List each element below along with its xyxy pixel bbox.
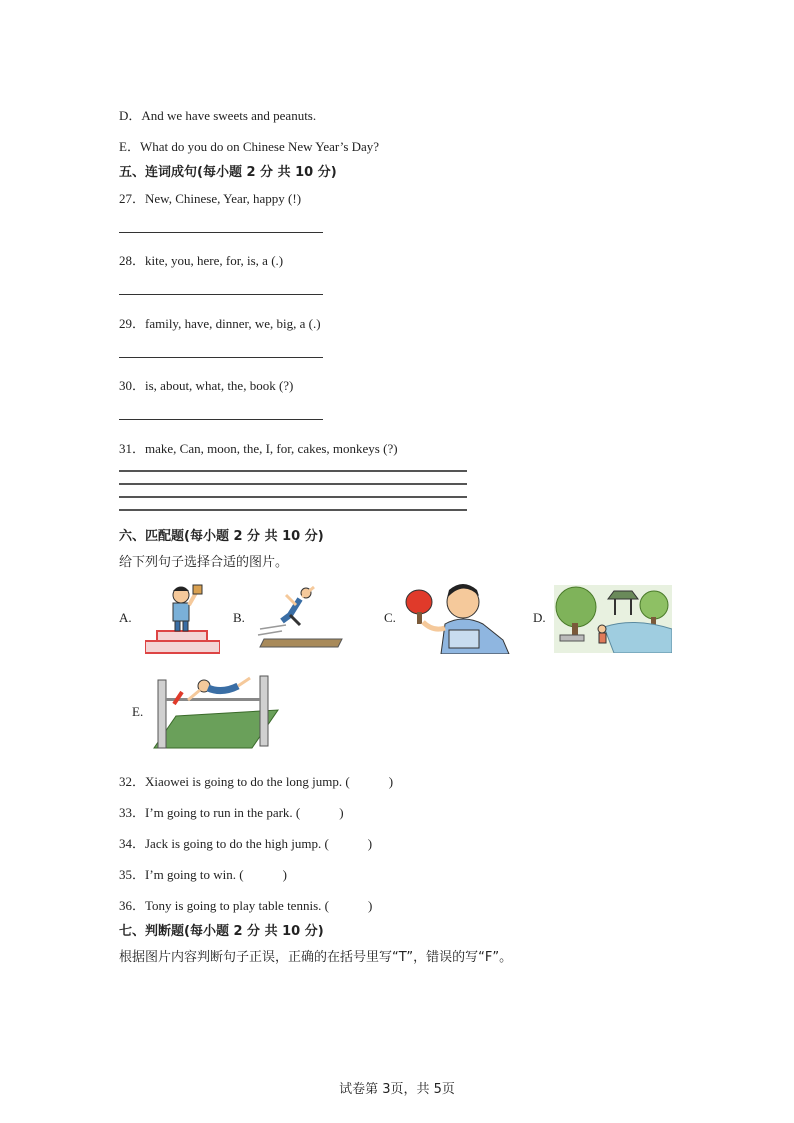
question-35: 35．I’m going to win. ( ) <box>119 867 287 882</box>
question-31: 31．make, Can, moon, the, I, for, cakes, monkeys (?) <box>119 441 398 456</box>
section7-instruction: 根据图片内容判断句子正误，正确的在括号里写“T”，错误的写“F”。 <box>119 950 513 965</box>
high-jump-picture <box>152 668 280 752</box>
long-jump-picture <box>256 585 344 651</box>
question-33: 33．I’m going to run in the park. ( ) <box>119 805 344 820</box>
boy-podium-picture <box>145 583 220 655</box>
section5-heading: 五、连词成句(每小题 2 分 共 10 分) <box>119 165 337 180</box>
section6-heading: 六、匹配题(每小题 2 分 共 10 分) <box>119 529 324 544</box>
writing-line <box>119 509 467 511</box>
option-e: E．What do you do on Chinese New Year’s Day? <box>119 139 380 154</box>
page-footer: 试卷第 3页，共 5页 <box>339 1082 455 1097</box>
question-27: 27．New, Chinese, Year, happy (!) <box>119 191 302 206</box>
option-c-label: C. <box>384 610 396 625</box>
question-29: 29．family, have, dinner, we, big, a (.) <box>119 316 321 331</box>
writing-line <box>119 483 467 485</box>
option-b-label: B. <box>233 610 245 625</box>
question-32: 32．Xiaowei is going to do the long jump. ( ) <box>119 774 394 789</box>
question-28: 28．kite, you, here, for, is, a (.) <box>119 253 284 268</box>
option-a-label: A. <box>119 610 132 625</box>
writing-line <box>119 470 467 472</box>
answer-line-29[interactable] <box>119 357 323 358</box>
question-30: 30．is, about, what, the, book (?) <box>119 378 294 393</box>
option-e-label: E. <box>132 704 144 719</box>
section7-heading: 七、判断题(每小题 2 分 共 10 分) <box>119 924 324 939</box>
park-picture <box>554 585 672 653</box>
question-34: 34．Jack is going to do the high jump. ( ) <box>119 836 373 851</box>
answer-line-27[interactable] <box>119 232 323 233</box>
answer-line-30[interactable] <box>119 419 323 420</box>
question-36: 36．Tony is going to play table tennis. ( ) <box>119 898 373 913</box>
answer-line-28[interactable] <box>119 294 323 295</box>
writing-lines-31[interactable] <box>119 470 467 522</box>
option-d-label: D. <box>533 610 546 625</box>
section6-instruction: 给下列句子选择合适的图片。 <box>119 555 289 570</box>
table-tennis-picture <box>405 580 517 654</box>
writing-line <box>119 496 467 498</box>
option-d: D．And we have sweets and peanuts. <box>119 108 317 123</box>
